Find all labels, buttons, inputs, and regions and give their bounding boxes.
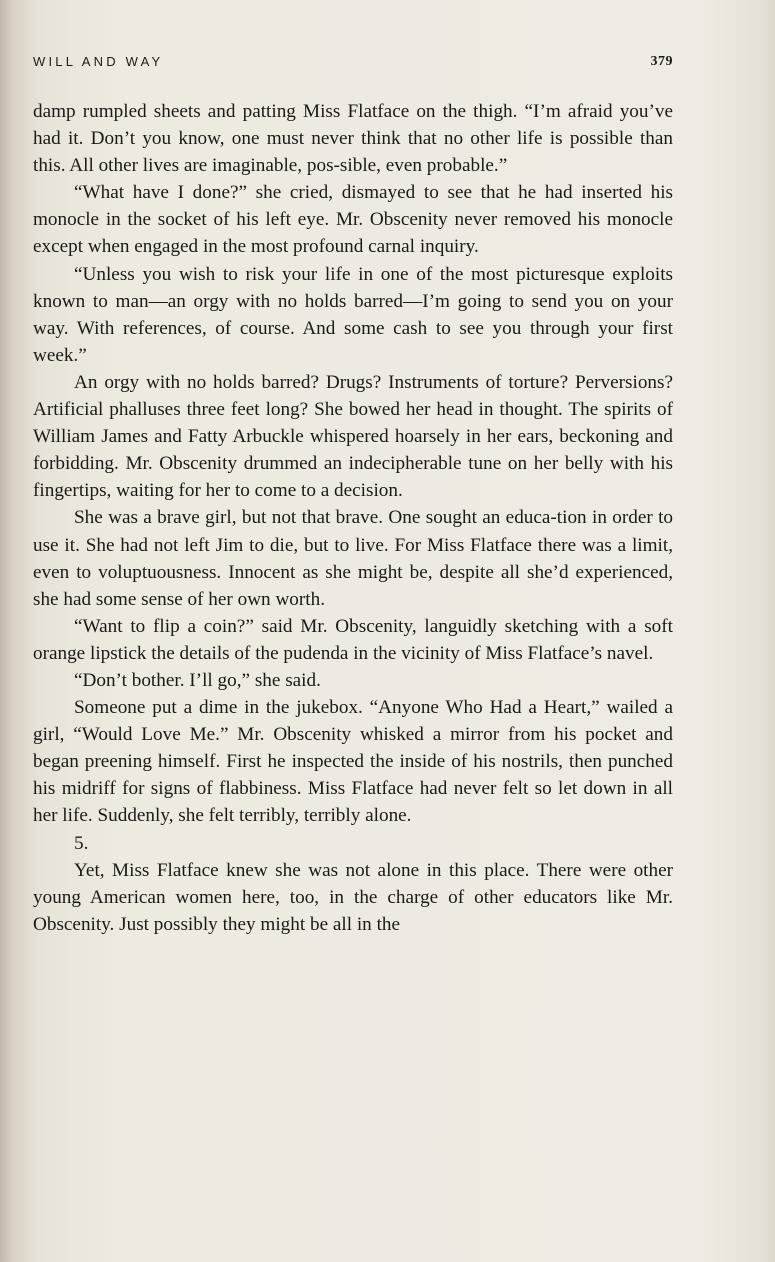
paragraph: “Want to flip a coin?” said Mr. Obscenity, languidly sketching with a soft orange lipstick the details of the pudenda in the vicinity of Miss Flatface’s navel. bbox=[33, 615, 673, 664]
paragraph: An orgy with no holds barred? Drugs? Instruments of torture? Perversions? Artificial phalluses three feet long? She bowed her head in thought. The spirits of William James and Fatty Arbuckle whispered hoarsely in her ears, beckoning and forbidding. Mr. Obscenity drummed an indecipherable tune on her belly with his fingertips, waiting for her to come to a decision. bbox=[33, 371, 673, 502]
paragraph: damp rumpled sheets and patting Miss Flatface on the thigh. “I’m afraid you’ve had it. Don’t you know, one must never think that no other life is possible than this. All other lives are imaginable, pos-sible, even probable.” bbox=[33, 101, 673, 177]
paragraph: Yet, Miss Flatface knew she was not alone in this place. There were other young American women here, too, in the charge of other educators like Mr. Obscenity. Just possibly they might be all in the bbox=[33, 859, 673, 935]
page-number: 379 bbox=[650, 54, 673, 69]
body-text bbox=[33, 98, 673, 938]
section-number: 5. bbox=[74, 832, 89, 854]
paragraph: “Don’t bother. I’ll go,” she said. bbox=[74, 669, 321, 691]
paragraph: She was a brave girl, but not that brave. One sought an educa-tion in order to use it. She had not left Jim to die, but to live. For Miss Flatface there was a limit, even to voluptuousness. Innocent as she might be, despite all she’d experienced, she had some sense of her own worth. bbox=[33, 507, 673, 610]
running-head bbox=[33, 52, 673, 74]
paragraph: “What have I done?” she cried, dismayed to see that he had inserted his monocle in the socket of his left eye. Mr. Obscenity never removed his monocle except when engaged in the most profound carnal inquiry. bbox=[33, 182, 673, 258]
paragraph: Someone put a dime in the jukebox. “Anyone Who Had a Heart,” wailed a girl, “Would Love Me.” Mr. Obscenity whisked a mirror from his pocket and began preening himself. First he inspected the inside of his nostrils, then punched his midriff for signs of flabbiness. Miss Flatface had never felt so let down in all her life. Suddenly, she felt terribly, terribly alone. bbox=[33, 697, 673, 827]
chapter-title: WILL AND WAY bbox=[33, 54, 164, 69]
paragraph: “Unless you wish to risk your life in one of the most picturesque exploits known to man—an orgy with no holds barred—I’m going to send you on your way. With references, of course. And some cash to see you through your first week.” bbox=[33, 263, 673, 366]
